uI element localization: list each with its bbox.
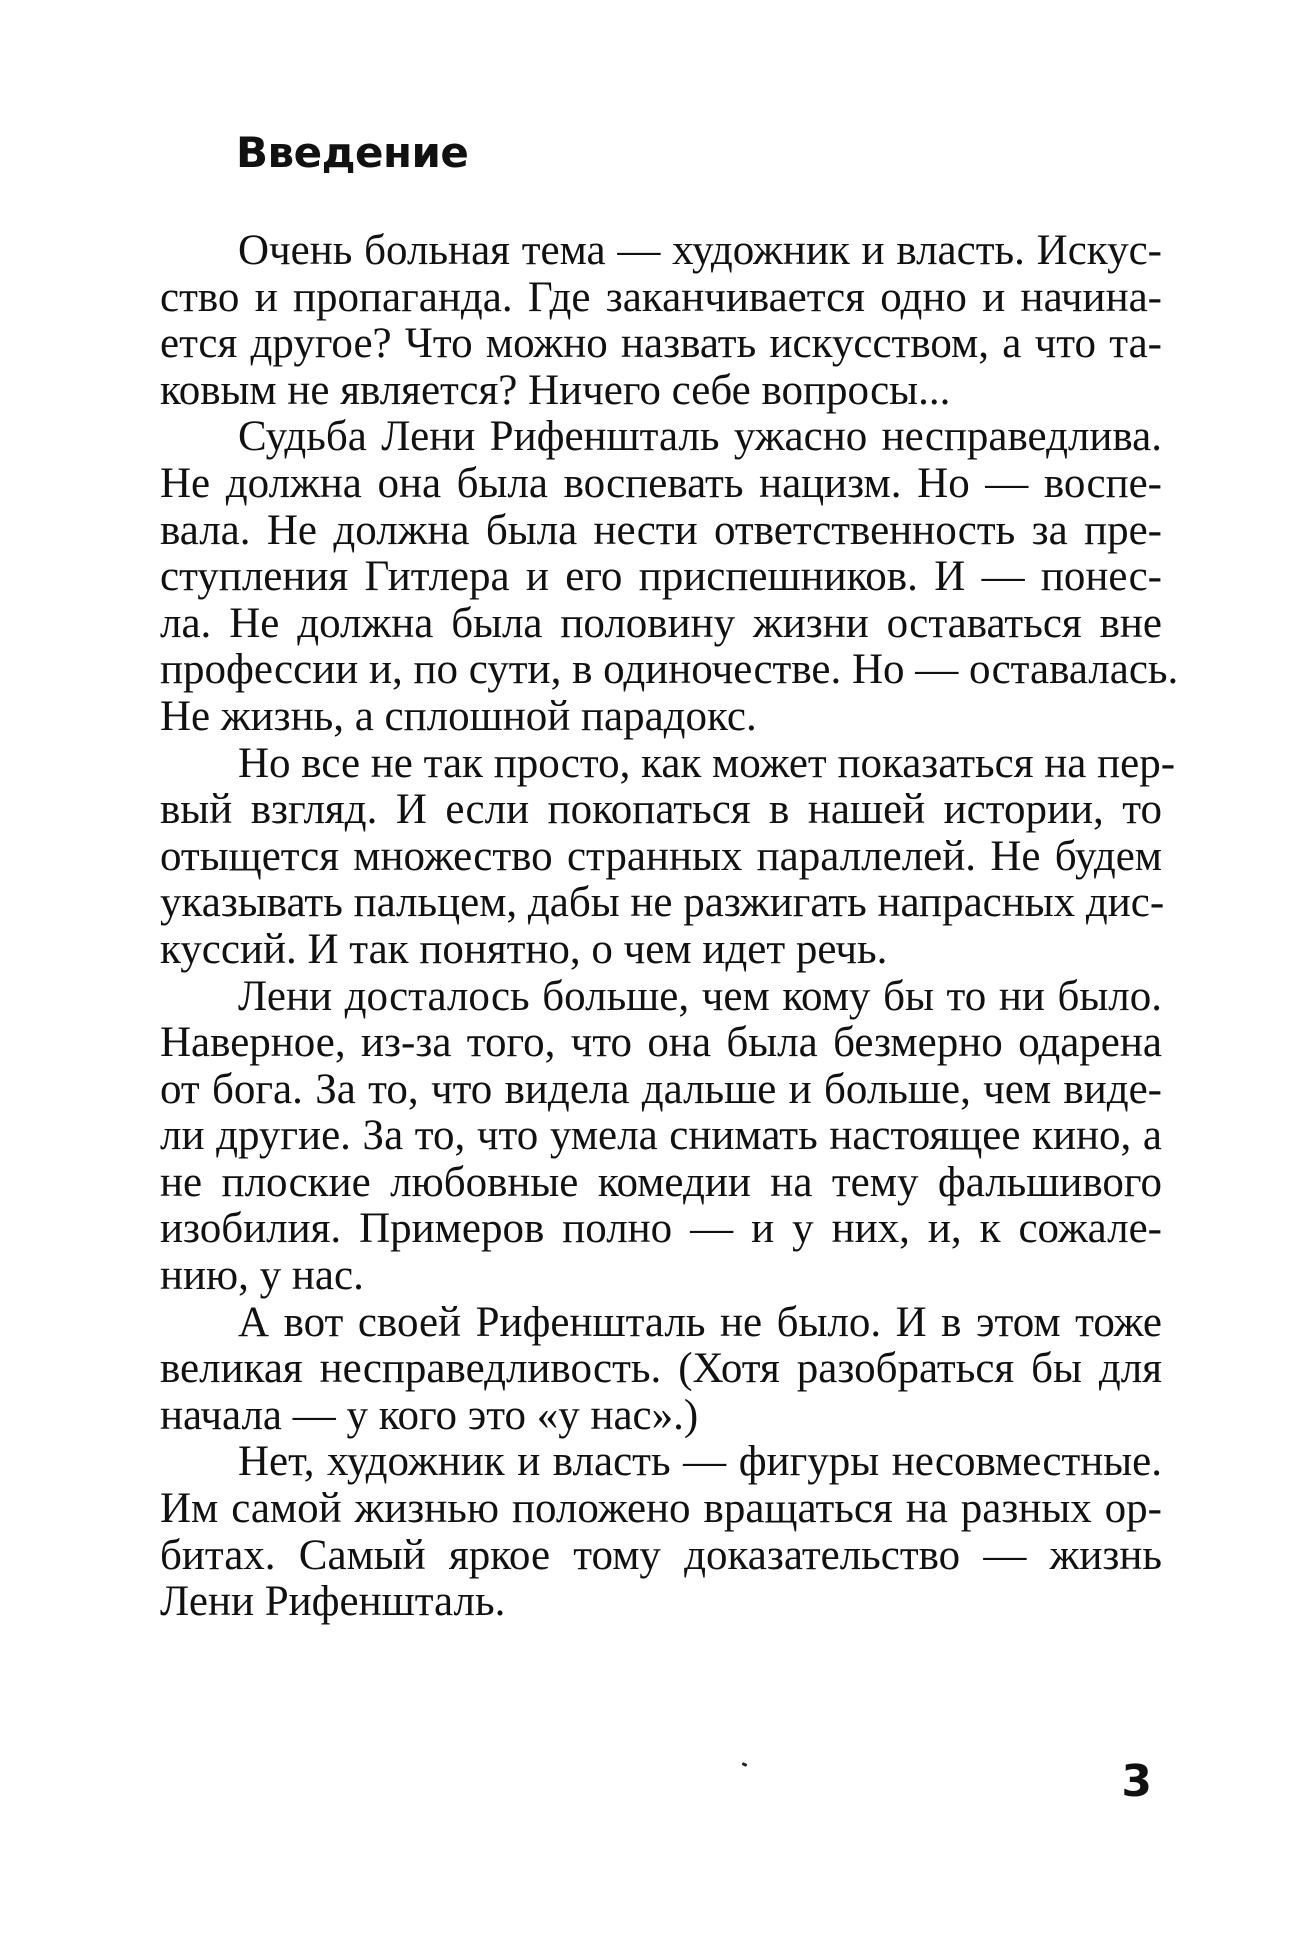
paragraph <box>160 1300 1162 1440</box>
text-line: Нет, художник и власть — фигуры несовместные. <box>238 1438 1162 1486</box>
text-line: вый взгляд. И если покопаться в нашей истории, то <box>160 786 1162 834</box>
text-line: Наверное, из-за того, что она была безмерно одарена <box>160 1019 1162 1067</box>
paragraph <box>160 739 1176 974</box>
text-line: Судьба Лени Рифеншталь ужасно несправедлива. <box>238 413 1162 461</box>
text-line: ковым не является? Ничего себе вопросы... <box>160 366 951 414</box>
text-line: ступления Гитлера и его приспешников. И — понес- <box>160 553 1162 601</box>
chapter-heading: Введение <box>236 128 469 177</box>
text-line: указывать пальцем, дабы не разжигать напрасных дис- <box>160 879 1165 927</box>
paragraph <box>160 974 1162 1300</box>
text-line: Но все не так просто, как может показаться на пер- <box>238 739 1176 787</box>
text-line: начала — у кого это «у нас».) <box>160 1391 699 1439</box>
paragraph <box>160 228 1162 414</box>
text-line: нию, у нас. <box>160 1252 364 1300</box>
text-line: изобилия. Примеров полно — и у них, и, к сожале- <box>160 1205 1162 1253</box>
text-line: Не жизнь, а сплошной парадокс. <box>160 692 757 740</box>
text-line: Лени досталось больше, чем кому бы то ни было. <box>238 972 1162 1020</box>
text-line: куссий. И так понятно, о чем идет речь. <box>160 925 888 973</box>
text-line: ется другое? Что можно назвать искусством, а что та- <box>160 320 1162 368</box>
text-line: битах. Самый яркое тому доказательство — жизнь <box>160 1531 1162 1579</box>
page-number: 3 <box>1121 1756 1152 1807</box>
text-line: А вот своей Рифеншталь не было. И в этом тоже <box>238 1298 1162 1346</box>
text-line: ли другие. За то, что умела снимать настоящее кино, а <box>160 1112 1162 1160</box>
text-line: Не должна она была воспевать нацизм. Но — воспе- <box>160 459 1162 507</box>
text-line: ла. Не должна была половину жизни оставаться вне <box>160 599 1162 647</box>
text-line: ство и пропаганда. Где заканчивается одно и начина- <box>160 273 1162 321</box>
text-line: отыщется множество странных параллелей. Не будем <box>160 832 1162 880</box>
paragraph <box>160 1439 1162 1625</box>
body-text <box>160 227 1179 1626</box>
text-line: Лени Рифеншталь. <box>160 1578 506 1626</box>
text-line: Очень больная тема — художник и власть. Искус- <box>238 227 1162 274</box>
text-line: вала. Не должна была нести ответственность за пре- <box>160 506 1162 554</box>
text-line: профессии и, по сути, в одиночестве. Но — оставалась. <box>160 646 1179 694</box>
text-line: от бога. За то, что видела дальше и больше, чем виде- <box>160 1065 1162 1113</box>
text-line: великая несправедливость. (Хотя разобраться бы для <box>160 1345 1162 1393</box>
paragraph <box>160 413 1179 740</box>
print-speck <box>742 1762 748 1767</box>
text-line: Им самой жизнью положено вращаться на разных ор- <box>160 1485 1162 1533</box>
text-line: не плоские любовные комедии на тему фальшивого <box>160 1158 1162 1206</box>
